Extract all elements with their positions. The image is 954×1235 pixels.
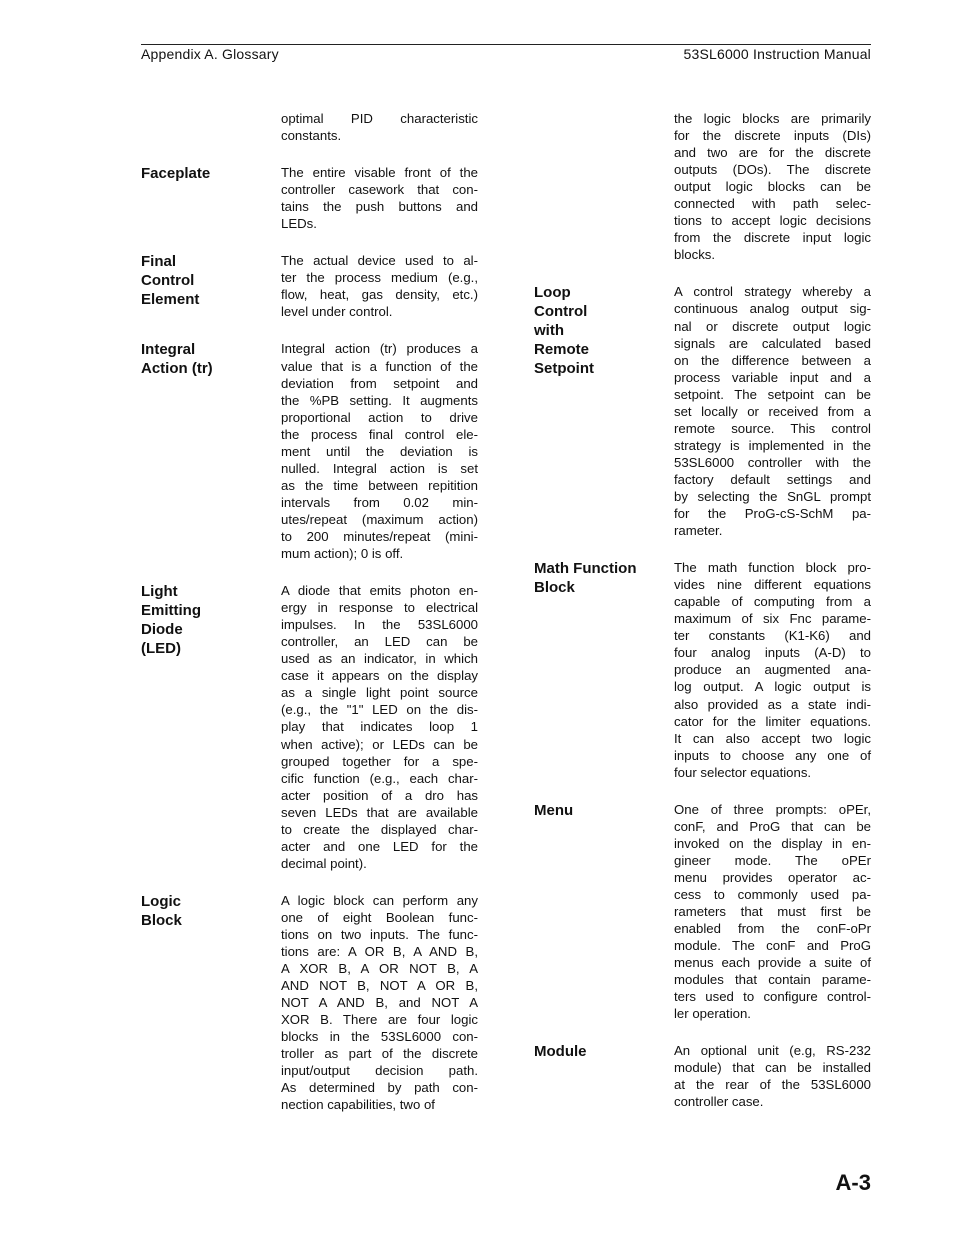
term-line: Control	[534, 303, 588, 321]
glossary-definition	[281, 582, 478, 872]
definition-line: for the discrete inputs (DIs)	[674, 128, 871, 144]
term-line: Math Function	[534, 560, 637, 578]
definition-line: cess to commonly used pa-	[674, 886, 871, 902]
definition-line: flow, heat, gas density, etc.)	[281, 287, 478, 303]
definition-line: ment until the deviation is	[281, 443, 478, 459]
definition-line: inputs to choose any one of	[674, 747, 871, 763]
definition-line: capable of computing from a	[674, 594, 871, 610]
definition-line: vides nine different equations	[674, 577, 871, 593]
term-line: (LED)	[141, 640, 181, 658]
definition-line: and two are for the discrete	[674, 145, 871, 161]
definition-line: It can also accept two logic	[674, 730, 871, 746]
definition-line: One of three prompts: oPEr,	[674, 801, 871, 817]
definition-line: NOT A AND B, and NOT A	[281, 995, 478, 1011]
glossary-definition	[674, 1042, 871, 1110]
definition-line: utes/repeat (maximum action)	[281, 511, 478, 527]
glossary-definition	[281, 340, 478, 562]
definition-line: nection capabilities, two of	[281, 1097, 435, 1113]
definition-line: ter the process medium (e.g.,	[281, 270, 478, 286]
definition-line: A XOR B, A OR NOT B, A	[281, 961, 478, 977]
definition-line: decimal point).	[281, 855, 367, 871]
glossary-entry	[141, 110, 478, 144]
definition-line: XOR B. There are four logic	[281, 1012, 478, 1028]
term-line: Integral	[141, 341, 196, 359]
definition-line: produce an augmented ana-	[674, 662, 871, 678]
term-line: Block	[141, 911, 182, 929]
glossary-definition	[674, 801, 871, 1023]
definition-line: from the discrete input logic	[674, 230, 871, 246]
page-number: A-3	[835, 1170, 871, 1195]
definition-line: used as an indicator, in which	[281, 651, 478, 667]
definition-line: by selecting the SnGL prompt	[674, 488, 871, 504]
definition-line: The math function block pro-	[674, 560, 871, 576]
definition-line: log output. A logic output is	[674, 679, 871, 695]
definition-line: process variable input and a	[674, 369, 871, 385]
definition-line: menus each provide a suite of	[674, 955, 871, 971]
glossary-entry	[141, 252, 478, 320]
definition-line: to 200 minutes/repeat (mini-	[281, 528, 478, 544]
term-line: Faceplate	[141, 165, 211, 183]
definition-line: optimal PID characteristic	[281, 111, 478, 126]
definition-line: to create the displayed char-	[281, 821, 478, 837]
glossary-definition	[281, 252, 478, 320]
term-line: Menu	[534, 801, 574, 819]
definition-line: continuous analog output sig-	[674, 301, 871, 317]
glossary-entry	[534, 1042, 871, 1110]
term-line: Diode	[141, 621, 183, 639]
glossary-term	[534, 283, 664, 378]
definition-line: constants.	[281, 128, 342, 144]
definition-line: remote source. This control	[674, 420, 871, 436]
definition-line: A logic block can perform any	[281, 892, 478, 908]
definition-line: proportional action to drive	[281, 409, 478, 425]
definition-line: The entire visable front of the	[281, 165, 478, 181]
definition-line: intervals from 0.02 min-	[281, 494, 478, 510]
definition-line: rameter.	[674, 523, 723, 539]
definition-line: cific function (e.g., each char-	[281, 770, 478, 786]
definition-line: impulses. In the 53SL6000	[281, 617, 478, 633]
definition-line: tains the push buttons and	[281, 199, 478, 215]
definition-line: acter position of a dro has	[281, 787, 478, 803]
definition-line: module) that can be installed	[674, 1060, 871, 1076]
term-line: Remote	[534, 341, 590, 359]
definition-line: Integral action (tr) produces a	[281, 341, 478, 357]
glossary-entry	[534, 283, 871, 539]
definition-line: The actual device used to al-	[281, 253, 478, 269]
definition-line: grouped together for a spe-	[281, 753, 478, 769]
definition-line: LEDs.	[281, 216, 317, 232]
definition-line: acter and one LED for the	[281, 838, 478, 854]
term-line: Loop	[534, 284, 571, 302]
definition-line: output logic blocks can be	[674, 179, 871, 195]
definition-line: blocks.	[674, 247, 716, 263]
glossary-term	[534, 1042, 664, 1061]
term-line: Element	[141, 291, 200, 309]
definition-line: tions on two inputs. The func-	[281, 926, 478, 942]
definition-line: conF, and ProG that can be	[674, 818, 871, 834]
glossary-definition	[281, 892, 478, 1114]
glossary-definition	[281, 164, 478, 232]
term-line: Setpoint	[534, 360, 594, 378]
definition-line: as a single light point source	[281, 685, 478, 701]
glossary-definition	[674, 283, 871, 539]
definition-line: value that is a function of the	[281, 358, 478, 374]
definition-line: mum action); 0 is off.	[281, 546, 404, 562]
definition-line: AND NOT B, NOT A OR B,	[281, 978, 478, 994]
definition-line: connected with path selec-	[674, 196, 871, 212]
definition-line: case it appears on the display	[281, 668, 478, 684]
definition-line: cator for the limiter equations.	[674, 713, 871, 729]
definition-line: nal or discrete output logic	[674, 318, 871, 334]
definition-line: for the ProG-cS-SchM pa-	[674, 506, 871, 522]
term-line: Logic	[141, 892, 181, 910]
definition-line: level under control.	[281, 304, 393, 320]
definition-line: invoked on the display in en-	[674, 835, 871, 851]
term-line: Module	[534, 1043, 587, 1061]
header-manual-title: 53SL6000 Instruction Manual	[683, 46, 871, 62]
glossary-term	[534, 801, 664, 820]
definition-line: An optional unit (e.g, RS-232	[674, 1043, 871, 1059]
definition-line: deviation from setpoint and	[281, 375, 478, 391]
definition-line: menu provides operator ac-	[674, 869, 871, 885]
glossary-term	[141, 252, 271, 309]
definition-line: ter constants (K1-K6) and	[674, 628, 871, 644]
definition-line: setpoint. The setpoint can be	[674, 386, 871, 402]
definition-line: troller as part of the discrete	[281, 1046, 478, 1062]
glossary-term	[141, 892, 271, 930]
left-column	[141, 110, 478, 1113]
definition-line: enabled from the conF-oPr	[674, 921, 871, 937]
term-line: Final	[141, 253, 177, 271]
term-line: Action (tr)	[141, 360, 213, 378]
definition-line: the process final control ele-	[281, 426, 478, 442]
definition-line: maximum of six Fnc parame-	[674, 611, 871, 627]
definition-line: play that indicates loop 1	[281, 719, 478, 735]
definition-line: the %PB setting. It augments	[281, 392, 478, 408]
definition-line: ters used to configure control-	[674, 989, 871, 1005]
glossary-definition	[281, 110, 478, 144]
glossary-entry	[534, 110, 871, 263]
definition-line: (e.g., the "1" LED on the dis-	[281, 702, 478, 718]
definition-line: controller, an LED can be	[281, 634, 478, 650]
term-line: Control	[141, 272, 195, 290]
definition-line: also provided as a state indi-	[674, 696, 871, 712]
term-line: with	[534, 322, 564, 340]
glossary-term	[141, 340, 271, 378]
glossary-entry	[141, 892, 478, 1114]
definition-line: 53SL6000 controller with the	[674, 454, 871, 470]
definition-line: on the difference between a	[674, 352, 871, 368]
definition-line: factory default settings and	[674, 471, 871, 487]
term-line: Emitting	[141, 602, 201, 620]
header-section-title: Appendix A. Glossary	[141, 46, 279, 62]
definition-line: four analog inputs (A-D) to	[674, 645, 871, 661]
definition-line: as the time between repitition	[281, 477, 478, 493]
definition-line: controller casework that con-	[281, 182, 478, 198]
glossary-definition	[674, 110, 871, 263]
definition-line: module. The conF and ProG	[674, 938, 871, 954]
glossary-entry	[141, 582, 478, 872]
definition-line: tions are: A OR B, A AND B,	[281, 944, 478, 960]
definition-line: ergy in response to electrical	[281, 600, 478, 616]
definition-line: gineer mode. The oPEr	[674, 852, 871, 868]
definition-line: at the rear of the 53SL6000	[674, 1077, 871, 1093]
glossary-entry	[534, 559, 871, 781]
definition-line: modules that contain parame-	[674, 972, 871, 988]
definition-line: controller case.	[674, 1094, 764, 1110]
glossary-definition	[674, 559, 871, 781]
glossary-entry	[141, 340, 478, 562]
running-header	[141, 44, 871, 62]
definition-line: tions to accept logic decisions	[674, 213, 871, 229]
term-line: Block	[534, 579, 575, 597]
glossary-term	[141, 164, 271, 183]
right-column	[534, 110, 871, 1111]
definition-line: strategy is implemented in the	[674, 437, 871, 453]
definition-line: when active); or LEDs can be	[281, 736, 478, 752]
definition-line: rameters that must first be	[674, 904, 871, 920]
glossary-term	[141, 582, 271, 658]
definition-line: one of eight Boolean func-	[281, 909, 478, 925]
term-line: Light	[141, 583, 178, 601]
definition-line: the logic blocks are primarily	[674, 111, 871, 126]
glossary-term	[534, 559, 664, 597]
definition-line: signals are calculated based	[674, 335, 871, 351]
definition-line: blocks in the 53SL6000 con-	[281, 1029, 478, 1045]
definition-line: As determined by path con-	[281, 1080, 478, 1096]
glossary-entry	[141, 164, 478, 232]
definition-line: A control strategy whereby a	[674, 284, 871, 300]
definition-line: four selector equations.	[674, 764, 812, 780]
glossary-entry	[534, 801, 871, 1023]
definition-line: ler operation.	[674, 1006, 751, 1022]
definition-line: nulled. Integral action is set	[281, 460, 478, 476]
definition-line: input/output decision path.	[281, 1063, 478, 1079]
definition-line: set locally or received from a	[674, 403, 871, 419]
definition-line: seven LEDs that are available	[281, 804, 478, 820]
definition-line: A diode that emits photon en-	[281, 583, 478, 599]
definition-line: outputs (DOs). The discrete	[674, 162, 871, 178]
